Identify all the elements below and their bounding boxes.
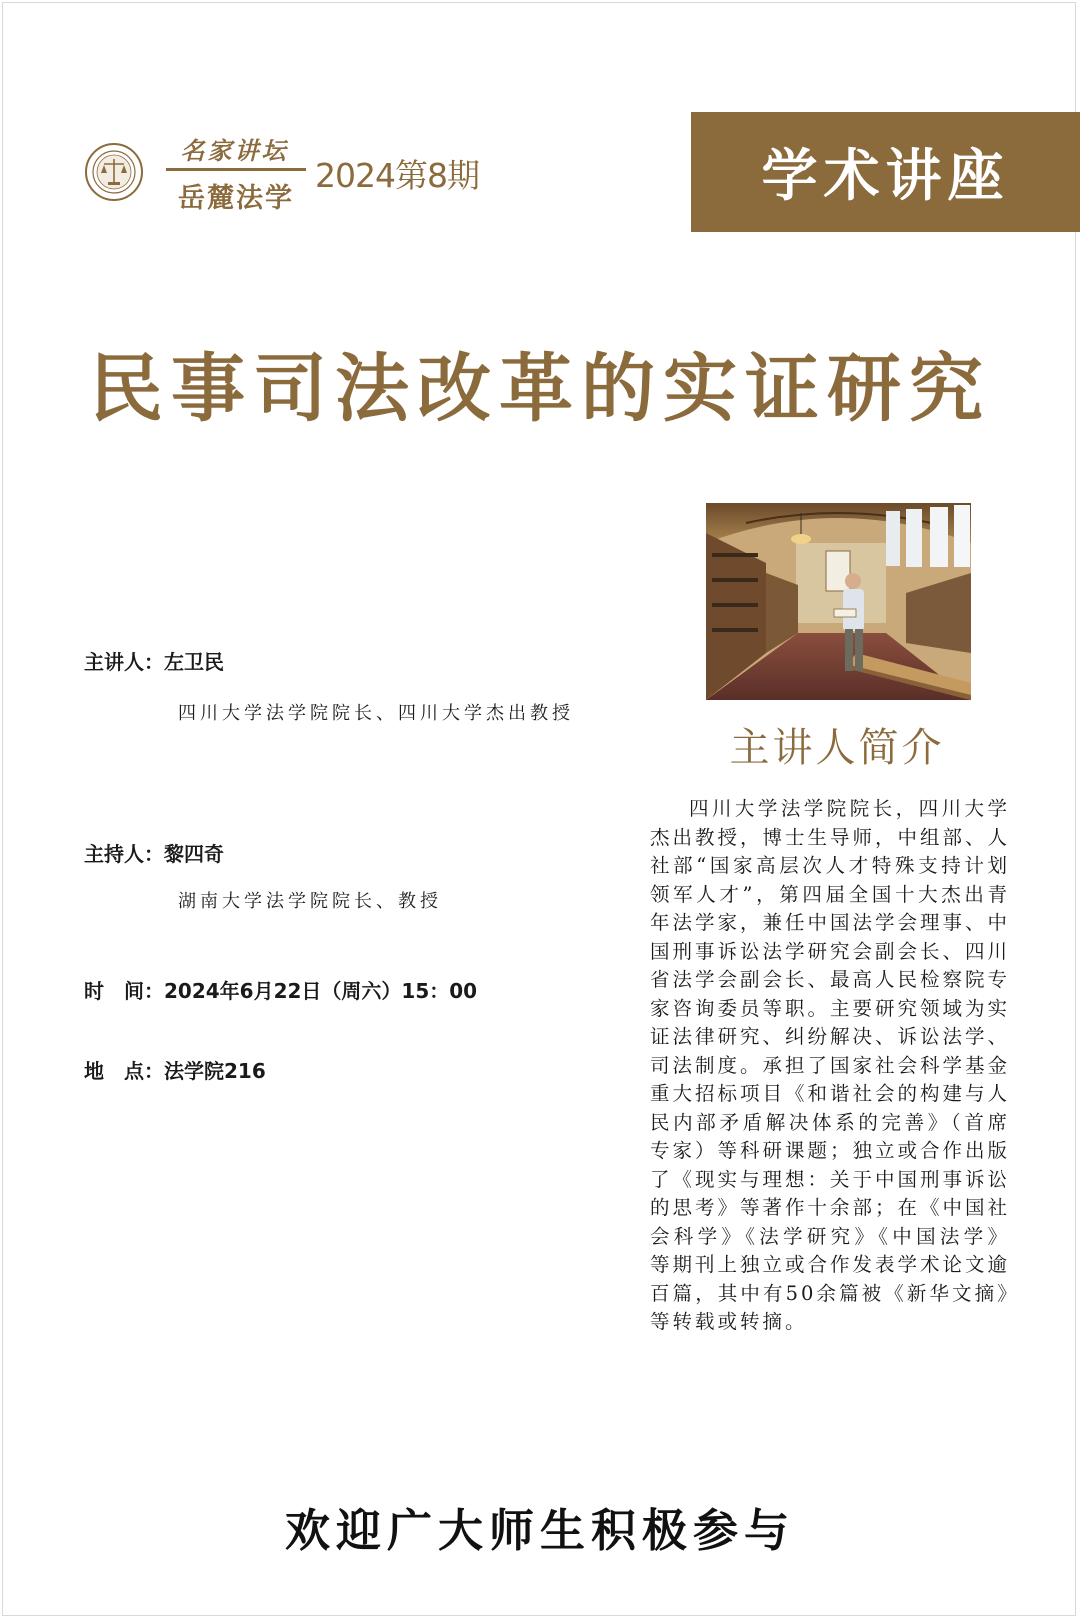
speaker-line (84, 646, 224, 675)
lecture-badge (691, 112, 1080, 232)
series-divider (166, 168, 306, 171)
time-line (84, 975, 477, 1004)
speaker-name: 左卫民 (164, 650, 224, 674)
time-value: 2024年6月22日（周六）15：00 (164, 979, 478, 1003)
host-line (84, 838, 224, 867)
location-label: 地 点： (84, 1059, 164, 1083)
series-name-bottom: 岳麓法学 (178, 183, 294, 214)
issue-number: 2024第8期 (315, 156, 479, 195)
location-line (84, 1055, 266, 1084)
speaker-affiliation: 四川大学法学院院长、四川大学杰出教授 (178, 703, 574, 724)
university-seal-icon (84, 142, 144, 202)
location-value: 法学院216 (164, 1059, 266, 1083)
welcome-footer: 欢迎广大师生积极参与 (284, 1504, 795, 1557)
bio-heading: 主讲人简介 (729, 725, 945, 771)
host-affiliation: 湖南大学法学院院长、教授 (178, 891, 442, 912)
speaker-label: 主讲人： (84, 650, 164, 674)
lecture-badge-label: 学术讲座 (761, 144, 1010, 209)
bio-text: 四川大学法学院院长，四川大学杰出教授，博士生导师，中组部、人社部“国家高层次人才特殊支持计划领军人才”，第四届全国十大杰出青年法学家，兼任中国法学会理事、中国刑事诉讼法学研究会副会长、四川省法学会副会长、最高人民检察院专家咨询委员等职。主要研究领域为实证法律研究、纠纷解决、诉讼法学、司法制度。承担了国家社会科学基金重大招标项目《和谐社会的构建与人民内部矛盾解决体系的完善》（首席专家）等科研课题；独立或合作出版了《现实与理想：关于中国刑事诉讼的思考》等著作十余部；在《中国社会科学》《法学研究》《中国法学》等期刊上独立或合作发表学术论文逾百篇，其中有50余篇被《新华文摘》等转载或转摘。 (650, 797, 1011, 1333)
speaker-photo (706, 503, 971, 700)
series-name-top: 名家讲坛 (180, 136, 289, 165)
time-label: 时 间： (84, 979, 164, 1003)
host-name: 黎四奇 (164, 842, 224, 866)
lecture-title: 民事司法改革的实证研究 (89, 346, 991, 432)
host-label: 主持人： (84, 842, 164, 866)
